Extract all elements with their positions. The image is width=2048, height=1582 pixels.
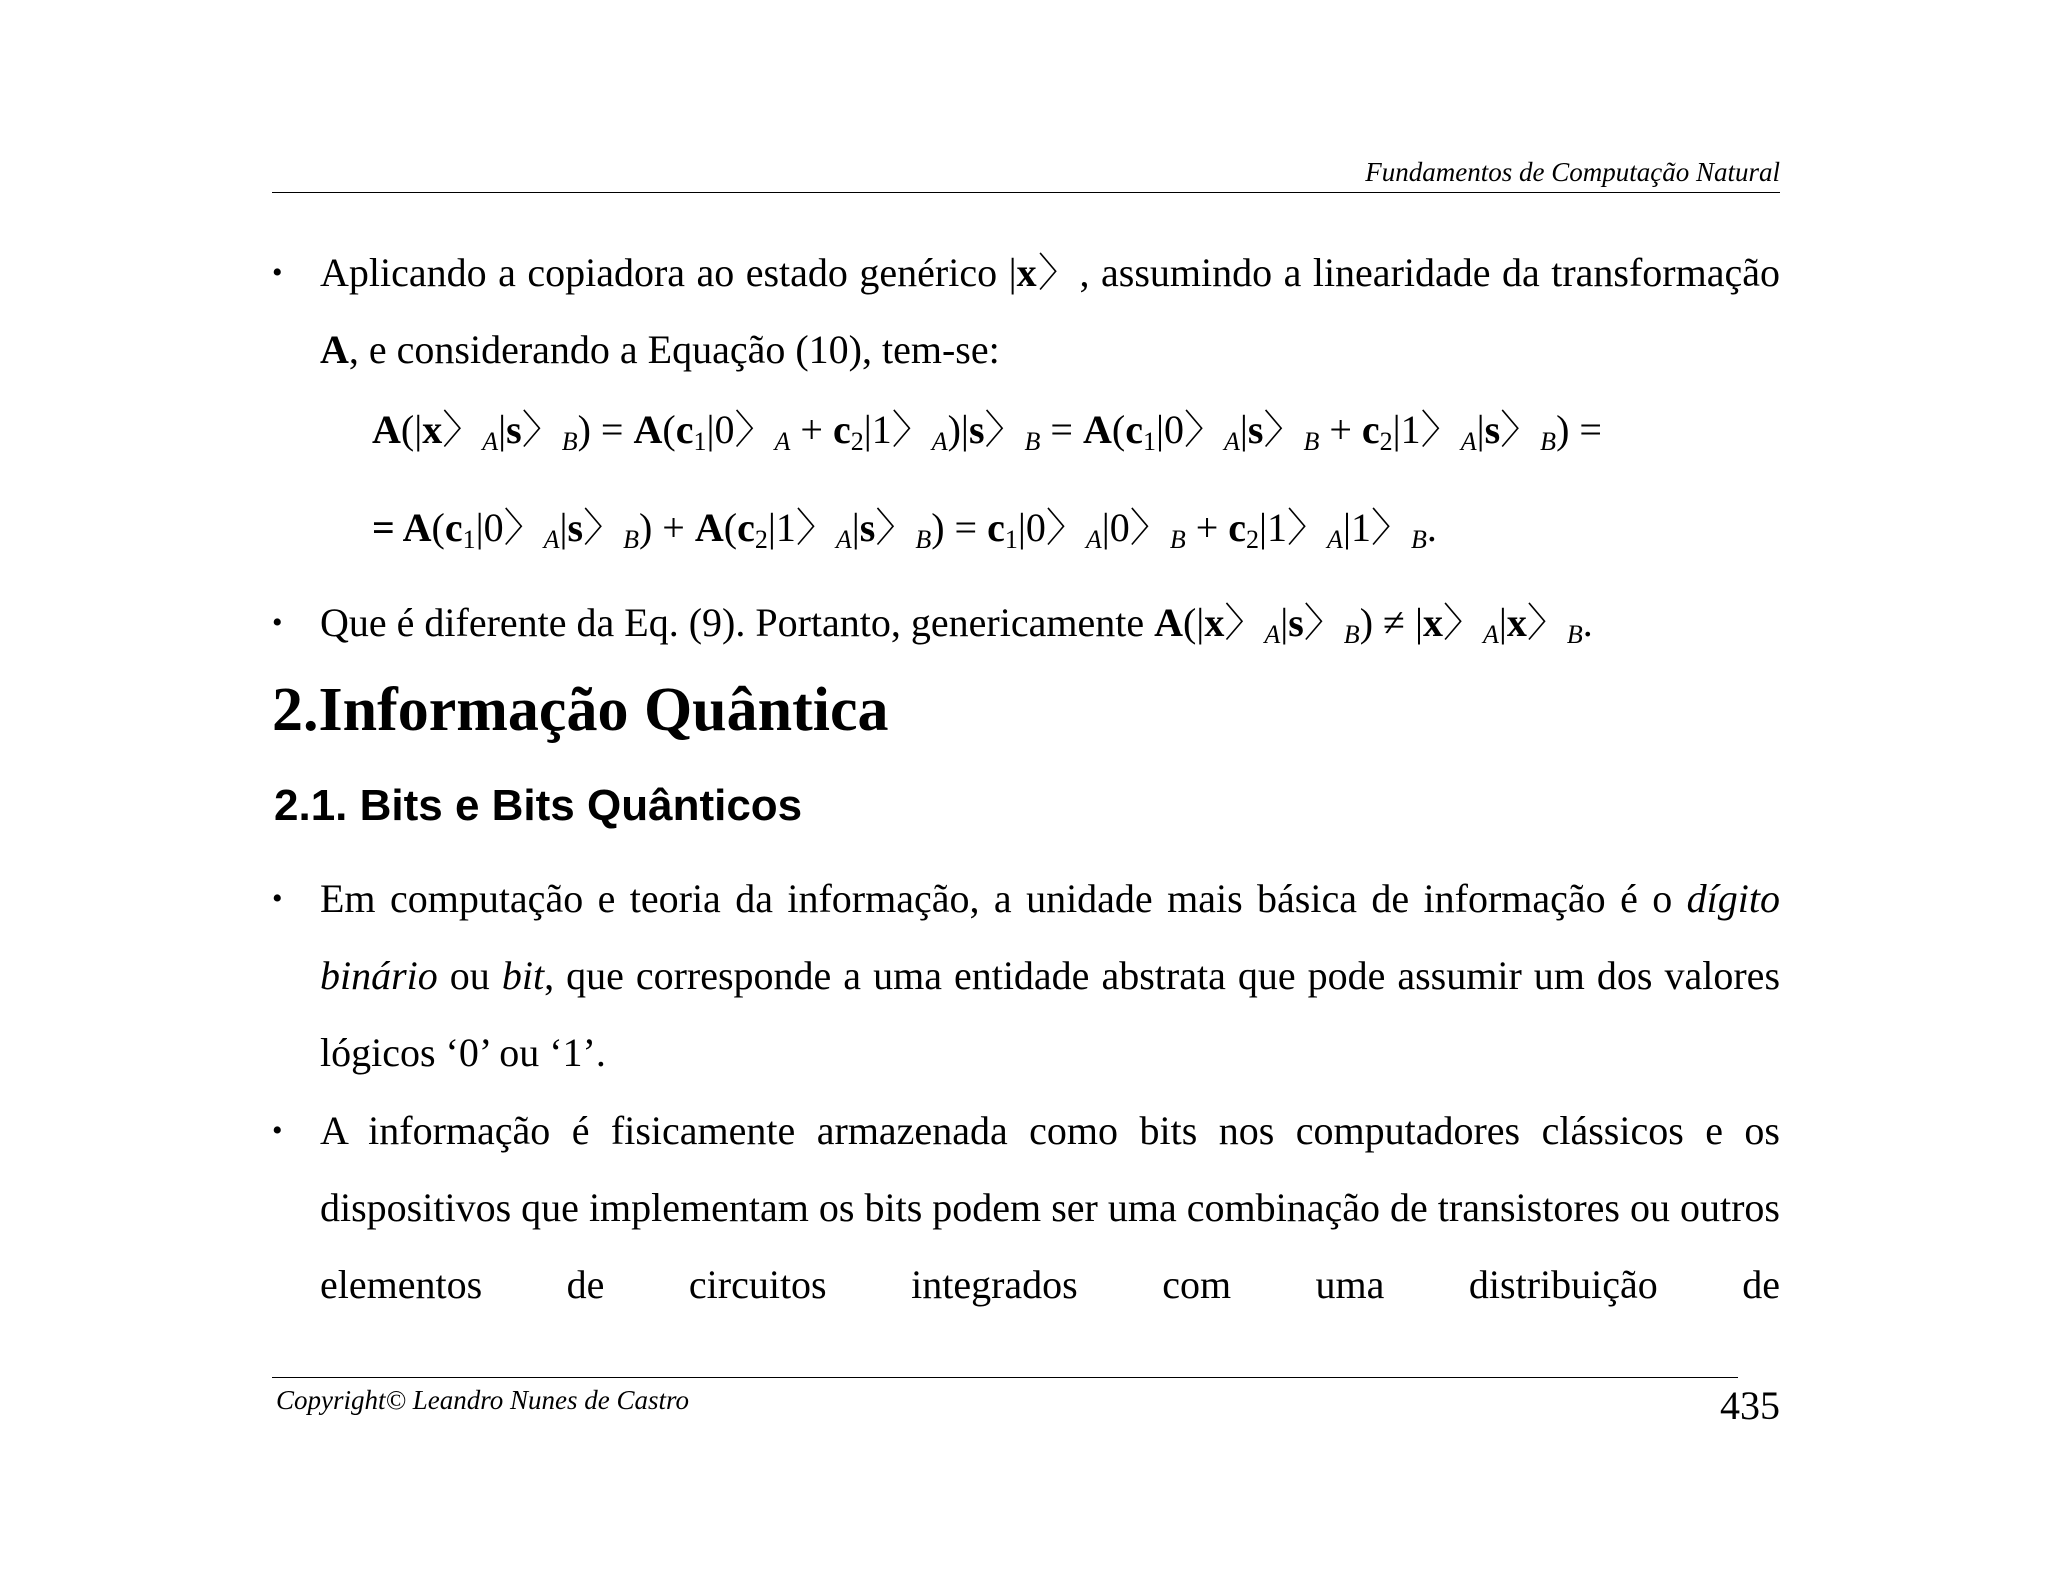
header-rule	[272, 192, 1780, 193]
bullet-dot-icon: •	[272, 256, 283, 289]
equation-line-2: = $A(c_1|0$〉$_A$|s〉$_B) + A(c_2|1$〉$_A$|s〉$_B) = c_1|0$〉$_A$|0〉$_B + c_2|1$〉$_A$|1〉$_B$.	[372, 505, 1437, 554]
bullet-conclusion	[272, 584, 1780, 661]
section-heading: 2.Informação Quântica	[272, 676, 889, 744]
page-number: 435	[1720, 1383, 1780, 1428]
bullet-text: Aplicando a copiadora ao estado genérico |x〉, assumindo a linearidade da transformação A, e considerando a Equação (10), tem-se:	[320, 250, 1780, 372]
bullet-dot-icon: •	[272, 1114, 283, 1147]
bullet-text: Em computação e teoria da informação, a unidade mais básica de informação é o dígito binário ou bit, que corresponde a uma entidade abstrata que pode assumir um dos valores lógicos ‘0’ ou ‘1’.	[320, 876, 1781, 1075]
bullet-linearity	[272, 234, 1780, 388]
bullet-text: A informação é fisicamente armazenada como bits nos computadores clássicos e os dispositivos que implementam os bits podem ser uma combinação de transistores ou outros elementos de circuitos integrados com uma distribuição de	[320, 1108, 1780, 1307]
bullet-physical-storage	[272, 1092, 1780, 1323]
bullet-text: Que é diferente da Eq. (9). Portanto, genericamente A(|x〉$_A$|s〉$_B$) ≠ |x〉$_A$|x〉$_B$.	[320, 600, 1593, 649]
footer-rule	[272, 1377, 1738, 1378]
equation-line-1: A(|x〉$_A$|s〉$_B) = A(c_1|0$〉$_A + c_2|1$〉$_A$)|s〉$_B = A(c_1|0$〉$_A$|s〉$_B + c_2|1$〉$_A$|s〉$_B$) =	[372, 407, 1602, 456]
footer-copyright: Copyright© Leandro Nunes de Castro	[276, 1385, 690, 1415]
bullet-dot-icon: •	[272, 606, 283, 639]
running-header: Fundamentos de Computação Natural	[1365, 157, 1780, 187]
bullet-dot-icon: •	[272, 882, 283, 915]
subsection-heading: 2.1. Bits e Bits Quânticos	[274, 781, 803, 830]
bullet-bit-definition	[272, 860, 1780, 1091]
